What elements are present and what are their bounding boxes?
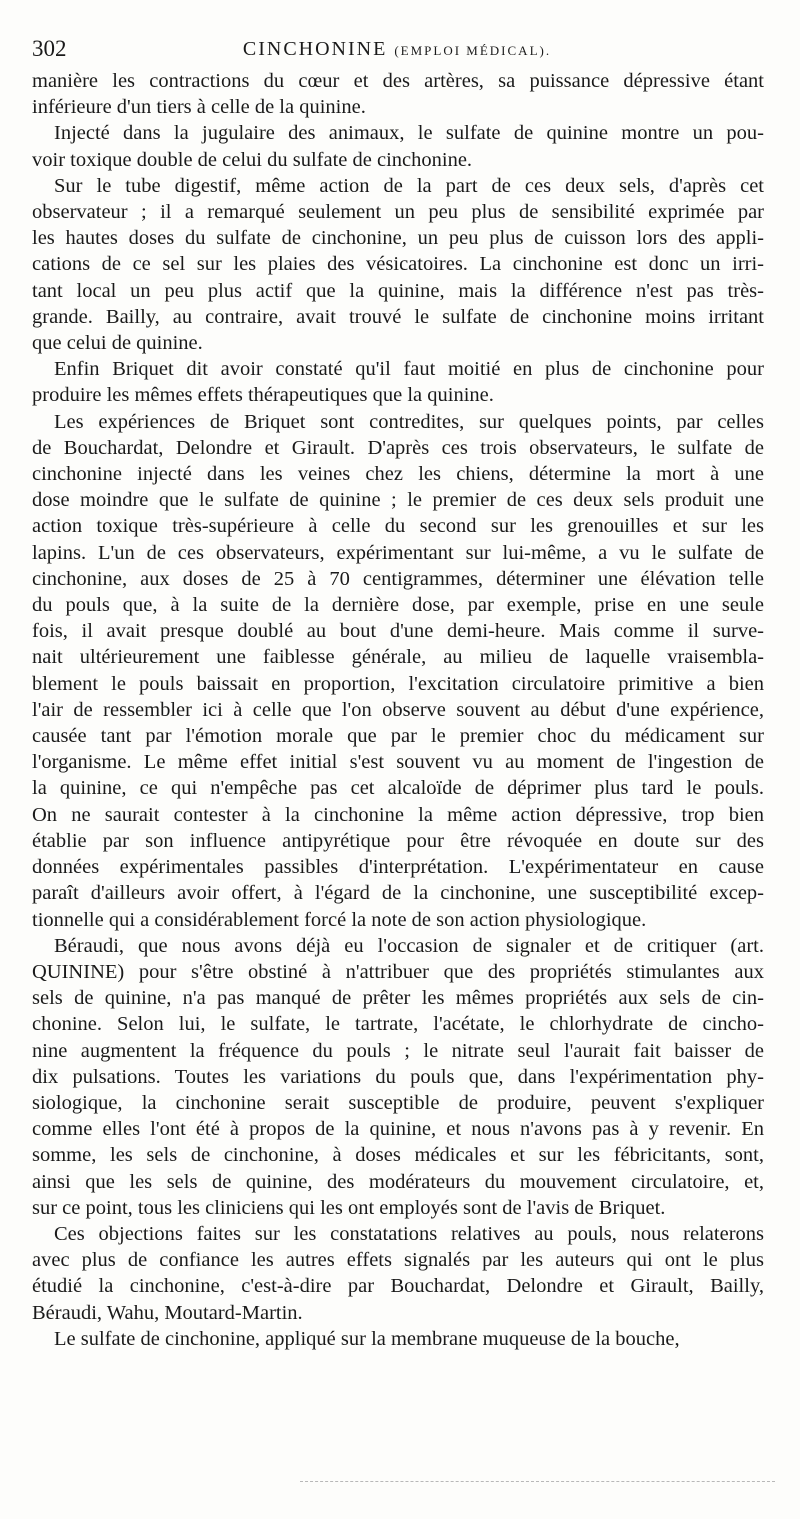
- text-line: tant local un peu plus actif que la quinine, mais la différence n'est pas très-: [32, 279, 764, 302]
- page-number: 302: [32, 36, 67, 61]
- text-line: Injecté dans la jugulaire des animaux, le sulfate de quinine montre un pou-: [54, 122, 764, 145]
- text-line: causée tant par l'émotion morale que par le premier choc du médicament sur: [32, 725, 764, 748]
- text-line: fois, il avait presque doublé au bout d'une demi-heure. Mais comme il surve-: [32, 620, 764, 643]
- text-line: action toxique très-supérieure à celle du second sur les grenouilles et sur les: [32, 515, 764, 538]
- text-line: blement le pouls baissait en proportion, l'excitation circulatoire primitive a bien: [32, 672, 764, 695]
- text-line: produire les mêmes effets thérapeutiques que la quinine.: [32, 384, 494, 407]
- text-line: cinchonine injecté dans les veines chez les chiens, détermine la mort à une: [32, 463, 764, 486]
- text-line: inférieure d'un tiers à celle de la quinine.: [32, 96, 366, 119]
- text-line: dose moindre que le sulfate de quinine ; le premier de ces deux sels produit une: [32, 489, 764, 512]
- text-line: voir toxique double de celui du sulfate de cinchonine.: [32, 148, 473, 171]
- text-line: les hautes doses du sulfate de cinchonine, un peu plus de cuisson lors des appli-: [32, 227, 764, 250]
- text-line: de Bouchardat, Delondre et Girault. D'après ces trois observateurs, le sulfate de: [32, 436, 764, 459]
- text-line: paraît d'ailleurs avoir offert, à l'égard de la cinchonine, une susceptibilité excep-: [32, 882, 764, 905]
- text-line: nait ultérieurement une faiblesse générale, au milieu de laquelle vraisembla-: [32, 646, 764, 669]
- text-line: que celui de quinine.: [32, 332, 203, 355]
- paragraph: [32, 409, 764, 933]
- running-title: [32, 34, 762, 66]
- paragraph: [32, 68, 764, 120]
- text-line: somme, les sels de cinchonine, à doses médicales et sur les fébricitants, sont,: [32, 1144, 764, 1167]
- text-line: dix pulsations. Toutes les variations du pouls que, dans l'expérimentation phy-: [32, 1065, 764, 1088]
- text-line: Sur le tube digestif, même action de la part de ces deux sels, d'après cet: [54, 174, 764, 197]
- running-title-main: CINCHONINE: [242, 38, 388, 60]
- text-line: données expérimentales passibles d'interprétation. L'expérimentateur en cause: [32, 856, 764, 879]
- footer-rule: [300, 1481, 775, 1482]
- paragraph: [32, 173, 764, 356]
- text-line: cations de ce sel sur les plaies des vésicatoires. La cinchonine est donc un irri-: [32, 253, 764, 276]
- text-line: la quinine, ce qui n'empêche pas cet alcaloïde de déprimer plus tard le pouls.: [32, 777, 764, 800]
- text-line: ainsi que les sels de quinine, des modérateurs du mouvement circulatoire, et,: [32, 1170, 764, 1193]
- paragraph: [32, 356, 764, 408]
- text-line: cinchonine, aux doses de 25 à 70 centigrammes, déterminer une élévation telle: [32, 567, 764, 590]
- text-line: comme elles l'ont été à propos de la quinine, et nous n'avons pas à y revenir. En: [32, 1118, 764, 1141]
- text-line: nine augmentent la fréquence du pouls ; le nitrate seul l'aurait fait baisser de: [32, 1039, 764, 1062]
- text-line: tionnelle qui a considérablement forcé la note de son action physiologique.: [32, 908, 647, 931]
- text-line: siologique, la cinchonine serait susceptible de produire, peuvent s'expliquer: [32, 1091, 764, 1114]
- text-line: grande. Bailly, au contraire, avait trouvé le sulfate de cinchonine moins irritant: [32, 305, 764, 328]
- paragraph: [32, 1221, 764, 1326]
- text-line: observateur ; il a remarqué seulement un peu plus de sensibilité exprimée par: [32, 201, 764, 224]
- paragraph: [32, 933, 764, 1221]
- text-line: sur ce point, tous les cliniciens qui les ont employés sont de l'avis de Briquet.: [32, 1196, 666, 1219]
- text-line: Béraudi, que nous avons déjà eu l'occasion de signaler et de critiquer (art.: [54, 934, 764, 957]
- text-line: On ne saurait contester à la cinchonine la même action dépressive, trop bien: [32, 803, 764, 826]
- text-line: étudié la cinchonine, c'est-à-dire par Bouchardat, Delondre et Girault, Bailly,: [32, 1275, 764, 1298]
- paragraph: [32, 120, 764, 172]
- running-title-subtitle: (EMPLOI MÉDICAL).: [394, 43, 552, 58]
- text-line: Les expériences de Briquet sont contredites, sur quelques points, par celles: [54, 410, 764, 433]
- text-line: QUININE) pour s'être obstiné à n'attribuer que des propriétés stimulantes aux: [32, 960, 764, 983]
- text-line: l'organisme. Le même effet initial s'est souvent vu au moment de l'ingestion de: [32, 751, 764, 774]
- text-line: établie par son influence antipyrétique pour être révoquée en doute sur des: [32, 829, 764, 852]
- text-line: l'air de ressembler ici à celle que l'on observe souvent au début d'une expérience,: [32, 698, 764, 721]
- paragraph: [32, 1326, 764, 1352]
- text-line: Enfin Briquet dit avoir constaté qu'il faut moitié en plus de cinchonine pour: [54, 358, 764, 381]
- text-line: du pouls que, à la suite de la dernière dose, par exemple, prise en une seule: [32, 594, 764, 617]
- text-line: Le sulfate de cinchonine, appliqué sur la membrane muqueuse de la bouche,: [54, 1327, 680, 1350]
- text-line: Béraudi, Wahu, Moutard-Martin.: [32, 1301, 303, 1324]
- text-line: manière les contractions du cœur et des artères, sa puissance dépressive étant: [32, 70, 764, 92]
- page-header: [32, 34, 762, 64]
- text-line: chonine. Selon lui, le sulfate, le tartrate, l'acétate, le chlorhydrate de cincho-: [32, 1013, 764, 1036]
- text-line: lapins. L'un de ces observateurs, expérimentant sur lui-même, a vu le sulfate de: [32, 541, 764, 564]
- body-text: [32, 68, 764, 1352]
- text-line: Ces objections faites sur les constatations relatives au pouls, nous relaterons: [54, 1222, 764, 1245]
- text-line: sels de quinine, n'a pas manqué de prêter les mêmes propriétés aux sels de cin-: [32, 987, 764, 1010]
- text-line: avec plus de confiance les autres effets signalés par les auteurs qui ont le plus: [32, 1249, 764, 1272]
